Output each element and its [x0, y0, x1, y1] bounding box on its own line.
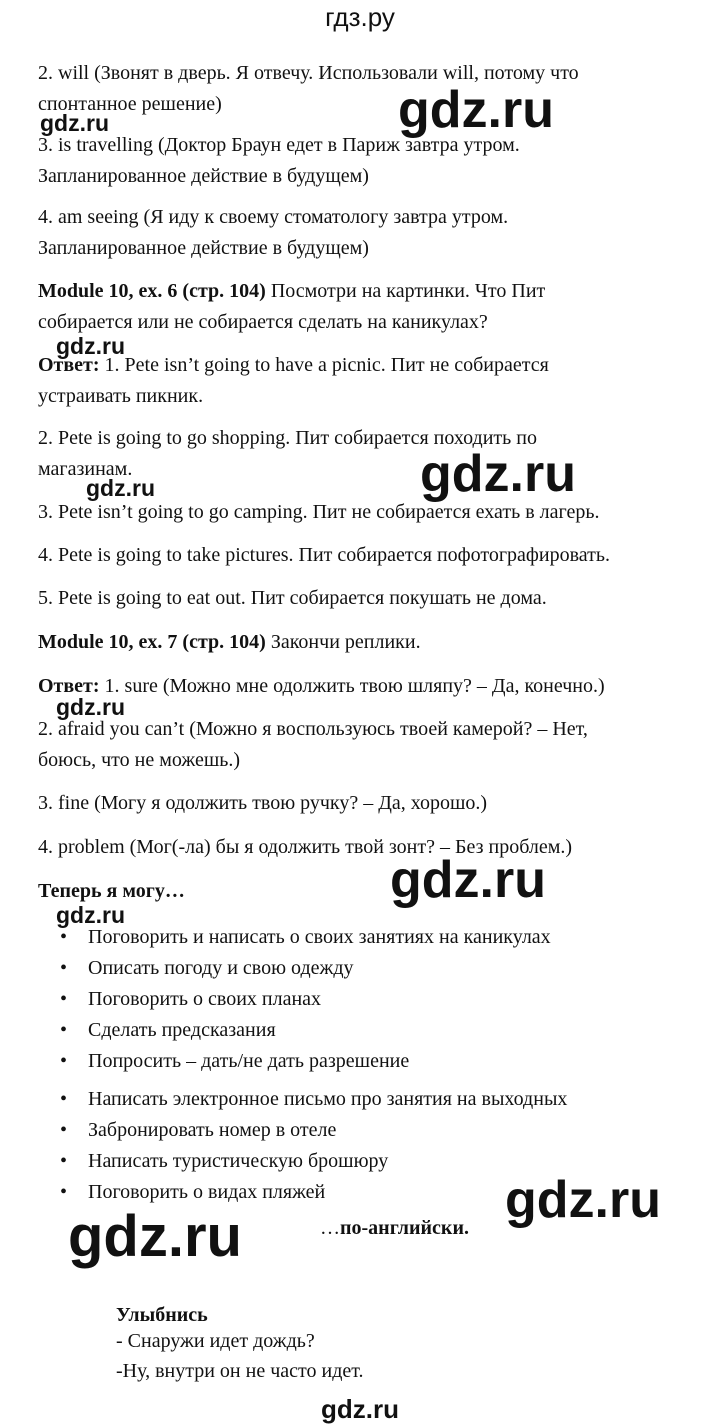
list-item: • Попросить – дать/не дать разрешение — [60, 1046, 551, 1077]
answer-line — [38, 671, 688, 702]
module-heading — [38, 627, 688, 658]
answer-line: 2. afraid you can’t (Можно я воспользуюсь твоей камерой? – Нет, — [38, 718, 588, 740]
answer-line: 3. Pete isn’t going to go camping. Пит не собирается ехать в лагерь. — [38, 501, 600, 523]
watermark-small: gdz.ru — [56, 694, 125, 720]
joke-line: -Ну, внутри он не часто идет. — [116, 1360, 364, 1382]
module-title: Module 10, ex. 6 (стр. 104) — [38, 280, 266, 302]
watermark-logo: gdz.ru — [420, 445, 576, 503]
answer-line: 4. problem (Мог(-ла) бы я одолжить твой зонт? – Без проблем.) — [38, 836, 573, 858]
list-item: • Написать электронное письмо про занятия на выходных — [60, 1084, 567, 1115]
watermark-small: gdz.ru — [40, 110, 109, 136]
list-item: • Описать погоду и свою одежду — [60, 953, 551, 984]
watermark-logo: gdz.ru — [398, 81, 554, 139]
watermark-logo: gdz.ru — [505, 1171, 661, 1229]
answer-line: 2. will (Звонят в дверь. Я отвечу. Использовали will, потому что — [38, 62, 579, 84]
watermark-logo: gdz.ru — [68, 1204, 242, 1269]
module-instruction-line: собирается или не собирается сделать на каникулах? — [38, 311, 488, 333]
watermark-small: gdz.ru — [56, 902, 125, 928]
joke-line: - Снаружи идет дождь? — [116, 1330, 315, 1352]
module-title: Module 10, ex. 7 (стр. 104) — [38, 631, 266, 653]
suffix-text: по-английски. — [340, 1217, 469, 1239]
list-item: • Поговорить и написать о своих занятиях на каникулах — [60, 922, 551, 953]
section-title: Теперь я могу… — [38, 880, 185, 902]
answer-line: 3. is travelling (Доктор Браун едет в Париж завтра утром. — [38, 134, 520, 156]
watermark-small: gdz.ru — [56, 333, 125, 359]
in-english-suffix — [320, 1213, 469, 1244]
answer-line — [38, 350, 688, 381]
module-heading — [38, 276, 688, 307]
can-list-bottom — [60, 1084, 567, 1208]
list-item: • Сделать предсказания — [60, 1015, 551, 1046]
site-header: гдз.ру — [325, 2, 395, 32]
answer-line: 3. fine (Могу я одолжить твою ручку? – Да, хорошо.) — [38, 792, 488, 814]
answer-line: боюсь, что не можешь.) — [38, 749, 241, 771]
answer-label: Ответ: — [38, 675, 100, 697]
answer-line: магазинам. — [38, 458, 133, 480]
answer-line: устраивать пикник. — [38, 385, 204, 407]
list-item: • Забронировать номер в отеле — [60, 1115, 567, 1146]
list-item: • Поговорить о видах пляжей — [60, 1177, 567, 1208]
answer-text: 1. Pete isn’t going to have a picnic. Пит не собирается — [99, 354, 549, 376]
suffix-dots: … — [320, 1217, 340, 1239]
answer-line: 4. Pete is going to take pictures. Пит собирается пофотографировать. — [38, 544, 610, 566]
list-item: • Поговорить о своих планах — [60, 984, 551, 1015]
answer-line: 4. am seeing (Я иду к своему стоматологу завтра утром. — [38, 206, 509, 228]
watermark-logo: gdz.ru — [390, 851, 546, 909]
can-list-top — [60, 922, 551, 1077]
answer-line: 2. Pete is going to go shopping. Пит собирается походить по — [38, 427, 537, 449]
list-item: • Написать туристическую брошюру — [60, 1146, 567, 1177]
answer-line: Запланированное действие в будущем) — [38, 165, 369, 187]
answer-line: спонтанное решение) — [38, 93, 222, 115]
answer-line: Запланированное действие в будущем) — [38, 237, 369, 259]
answer-label: Ответ: — [38, 354, 100, 376]
site-footer: gdz.ru — [321, 1394, 399, 1424]
module-instruction: Посмотри на картинки. Что Пит — [265, 280, 546, 302]
joke-title: Улыбнись — [116, 1304, 208, 1326]
answer-line: 5. Pete is going to eat out. Пит собирается покушать не дома. — [38, 587, 547, 609]
watermark-small: gdz.ru — [86, 475, 155, 501]
module-instruction: Закончи реплики. — [265, 631, 421, 653]
answer-text: 1. sure (Можно мне одолжить твою шляпу? – Да, конечно.) — [99, 675, 605, 697]
